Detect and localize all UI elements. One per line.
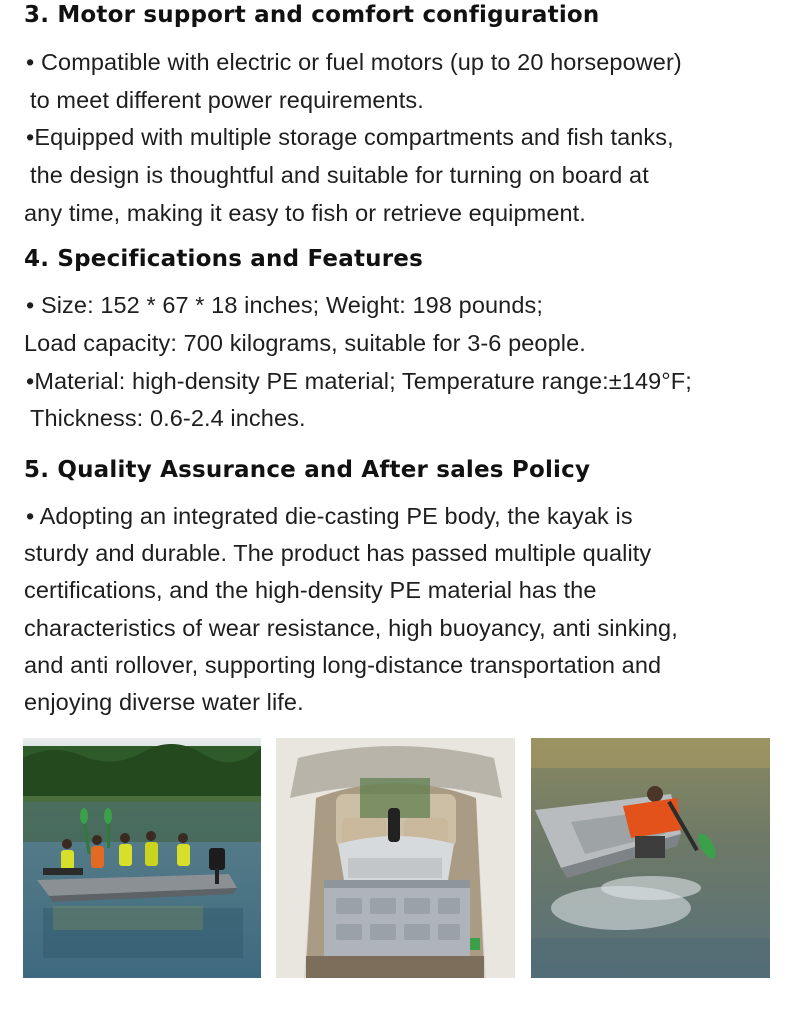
section-5-line-5: and anti rollover, supporting long-distance transportation and	[24, 652, 662, 678]
section-5-line-2: sturdy and durable. The product has passed multiple quality	[24, 540, 652, 566]
section-4-line-2: Load capacity: 700 kilograms, suitable for 3-6 people.	[24, 330, 586, 356]
section-5-line-4: characteristics of wear resistance, high buoyancy, anti sinking,	[24, 615, 678, 641]
section-5-heading: 5. Quality Assurance and After sales Policy	[24, 457, 591, 483]
section-3-line-3: •Equipped with multiple storage compartments and fish tanks,	[26, 124, 674, 150]
section-3-line-4: the design is thoughtful and suitable for turning on board at	[30, 162, 649, 188]
section-4-line-1: • Size: 152 * 67 * 18 inches; Weight: 198 pounds;	[26, 292, 543, 318]
section-5-line-6: enjoying diverse water life.	[24, 689, 304, 715]
section-3-line-1: • Compatible with electric or fuel motors (up to 20 horsepower)	[26, 49, 682, 75]
section-4-heading: 4. Specifications and Features	[24, 246, 423, 272]
section-4-line-4: Thickness: 0.6-2.4 inches.	[30, 405, 306, 431]
section-3-heading: 3. Motor support and comfort configuration	[24, 2, 600, 28]
section-5-line-1: • Adopting an integrated die-casting PE body, the kayak is	[26, 503, 633, 529]
section-3-line-2: to meet different power requirements.	[30, 87, 424, 113]
person-paddling-photo	[531, 738, 770, 978]
boat-in-car-photo	[276, 738, 515, 978]
group-on-boat-photo	[23, 738, 261, 978]
section-5-line-3: certifications, and the high-density PE material has the	[24, 577, 597, 603]
section-3-line-5: any time, making it easy to fish or retrieve equipment.	[24, 200, 586, 226]
section-4-line-3: •Material: high-density PE material; Temperature range:±149°F;	[26, 368, 692, 394]
